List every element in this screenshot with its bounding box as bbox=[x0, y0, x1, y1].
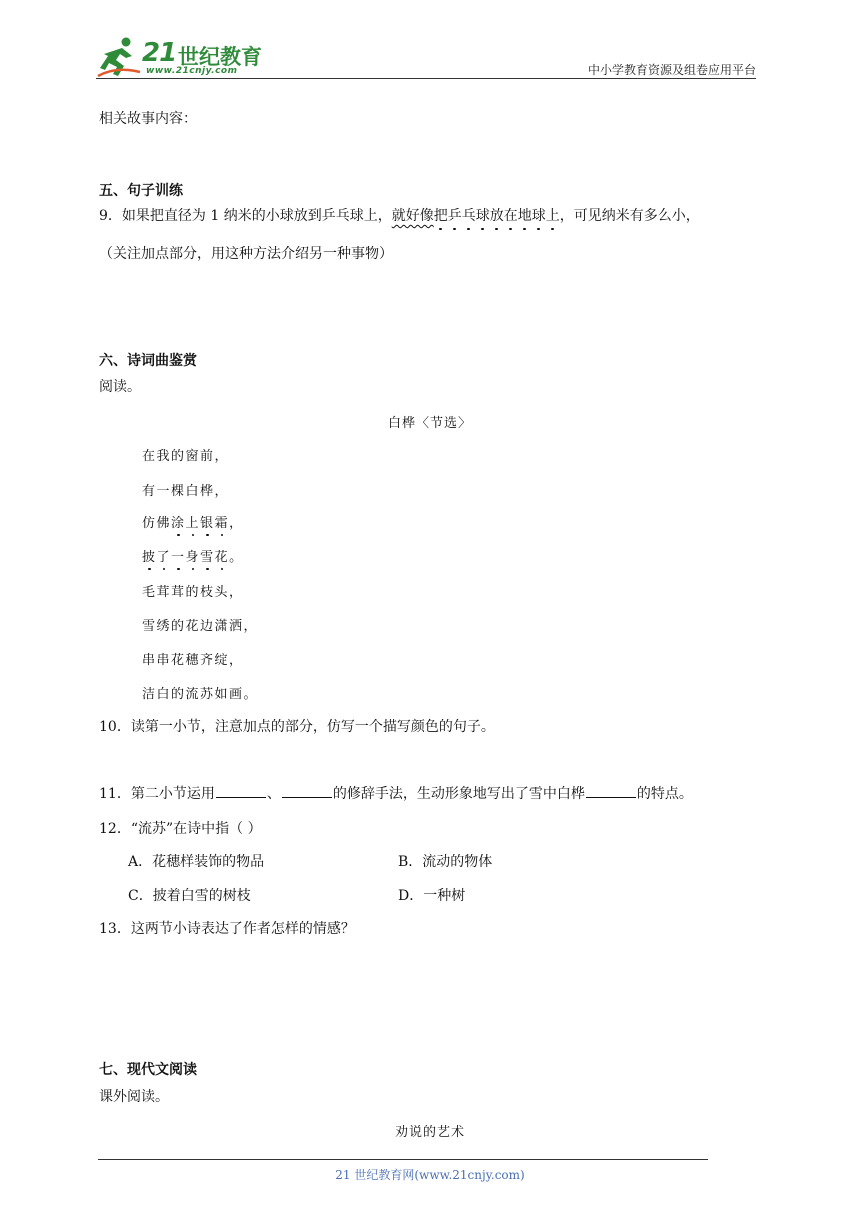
emphasis-char: 上 bbox=[186, 512, 201, 531]
q11-part-c: 的特点。 bbox=[636, 786, 693, 802]
logo-url: www.21cnjy.com bbox=[146, 66, 238, 76]
footer-divider bbox=[98, 1159, 708, 1160]
emphasis-char: 身 bbox=[186, 546, 201, 565]
emphasis-char: 放 bbox=[490, 205, 504, 225]
q11-part-b: 的修辞手法，生动形象地写出了雪中白桦 bbox=[332, 786, 585, 802]
q9-dotted-text bbox=[434, 208, 560, 224]
q12-option-a[interactable]: A．花穗样装饰的物品 bbox=[128, 854, 265, 870]
poem-line-8: 洁白的流苏如画。 bbox=[142, 687, 259, 702]
poem-line-3-start: 仿佛 bbox=[142, 516, 172, 531]
emphasis-char: 披 bbox=[142, 546, 157, 565]
q12-option-d[interactable]: D．一种树 bbox=[398, 888, 466, 904]
emphasis-char: 涂 bbox=[171, 512, 186, 531]
emphasis-char: 地 bbox=[518, 205, 532, 225]
emphasis-char: 了 bbox=[157, 546, 172, 565]
question-9-instruction: （关注加点部分，用这种方法介绍另一种事物） bbox=[99, 246, 393, 262]
q11-part-a: 11．第二小节运用 bbox=[99, 786, 215, 802]
poem-line-2: 有一棵白桦， bbox=[142, 484, 230, 499]
footer-text[interactable]: 21 世纪教育网(www.21cnjy.com) bbox=[335, 1168, 525, 1182]
question-13: 13．这两节小诗表达了作者怎样的情感？ bbox=[99, 921, 355, 937]
q9-prefix: 9．如果把直径为 1 纳米的小球放到乒乓球上， bbox=[99, 208, 392, 224]
header-divider bbox=[96, 78, 756, 79]
q11-blank-2[interactable] bbox=[282, 783, 332, 798]
logo bbox=[96, 36, 266, 80]
poem-title: 白桦〈节选〉 bbox=[387, 416, 472, 431]
poem-line-7: 串串花穗齐绽， bbox=[142, 653, 244, 668]
emphasis-char: 雪 bbox=[200, 546, 215, 565]
poem-line-5: 毛茸茸的枝头， bbox=[142, 585, 244, 600]
question-9 bbox=[99, 205, 700, 225]
poem-line-6: 雪绣的花边潇洒， bbox=[142, 619, 259, 634]
q9-wavy-text: 就好像 bbox=[391, 208, 434, 224]
logo-number: 21 bbox=[142, 38, 177, 68]
q11-blank-1[interactable] bbox=[216, 783, 266, 798]
q12-option-b[interactable]: B．流动的物体 bbox=[398, 854, 493, 870]
q9-suffix: ，可见纳米有多么小， bbox=[559, 208, 700, 224]
story-label: 相关故事内容： bbox=[99, 111, 197, 127]
q11-blank-3[interactable] bbox=[586, 783, 636, 798]
logo-text: 世纪教育 bbox=[178, 45, 262, 69]
question-11 bbox=[99, 783, 693, 803]
section-title-5: 五、句子训练 bbox=[99, 183, 183, 199]
q12-option-c[interactable]: C．披着白雪的树枝 bbox=[128, 888, 251, 904]
section-title-7: 七、现代文阅读 bbox=[99, 1062, 197, 1078]
question-12: 12．“流苏”在诗中指（ ） bbox=[99, 821, 262, 837]
emphasis-char: 一 bbox=[171, 546, 186, 565]
article-title: 劝说的艺术 bbox=[394, 1125, 465, 1140]
emphasis-char: 球 bbox=[476, 205, 490, 225]
section-6-intro: 阅读。 bbox=[99, 379, 141, 395]
emphasis-char: 上 bbox=[546, 205, 560, 225]
poem-line-3-end: ， bbox=[229, 516, 244, 531]
runner-icon bbox=[96, 36, 142, 78]
poem-line-4 bbox=[142, 546, 244, 565]
emphasis-char: 乓 bbox=[462, 205, 476, 225]
emphasis-char: 把 bbox=[434, 205, 448, 225]
poem-line-3 bbox=[142, 512, 244, 531]
emphasis-char: 球 bbox=[532, 205, 546, 225]
question-10: 10．读第一小节，注意加点的部分，仿写一个描写颜色的句子。 bbox=[99, 719, 495, 735]
section-title-6: 六、诗词曲鉴赏 bbox=[99, 353, 197, 369]
poem-line-4-dotted bbox=[142, 550, 229, 565]
section-7-intro: 课外阅读。 bbox=[99, 1089, 169, 1105]
poem-line-4-end: 。 bbox=[229, 550, 244, 565]
emphasis-char: 霜 bbox=[215, 512, 230, 531]
emphasis-char: 银 bbox=[200, 512, 215, 531]
q11-separator: 、 bbox=[266, 786, 281, 802]
emphasis-char: 乒 bbox=[448, 205, 462, 225]
poem-line-1: 在我的窗前， bbox=[142, 449, 230, 464]
header-platform-text: 中小学教育资源及组卷应用平台 bbox=[587, 63, 756, 77]
emphasis-char: 在 bbox=[504, 205, 518, 225]
poem-line-3-dotted bbox=[171, 516, 229, 531]
emphasis-char: 花 bbox=[215, 546, 230, 565]
